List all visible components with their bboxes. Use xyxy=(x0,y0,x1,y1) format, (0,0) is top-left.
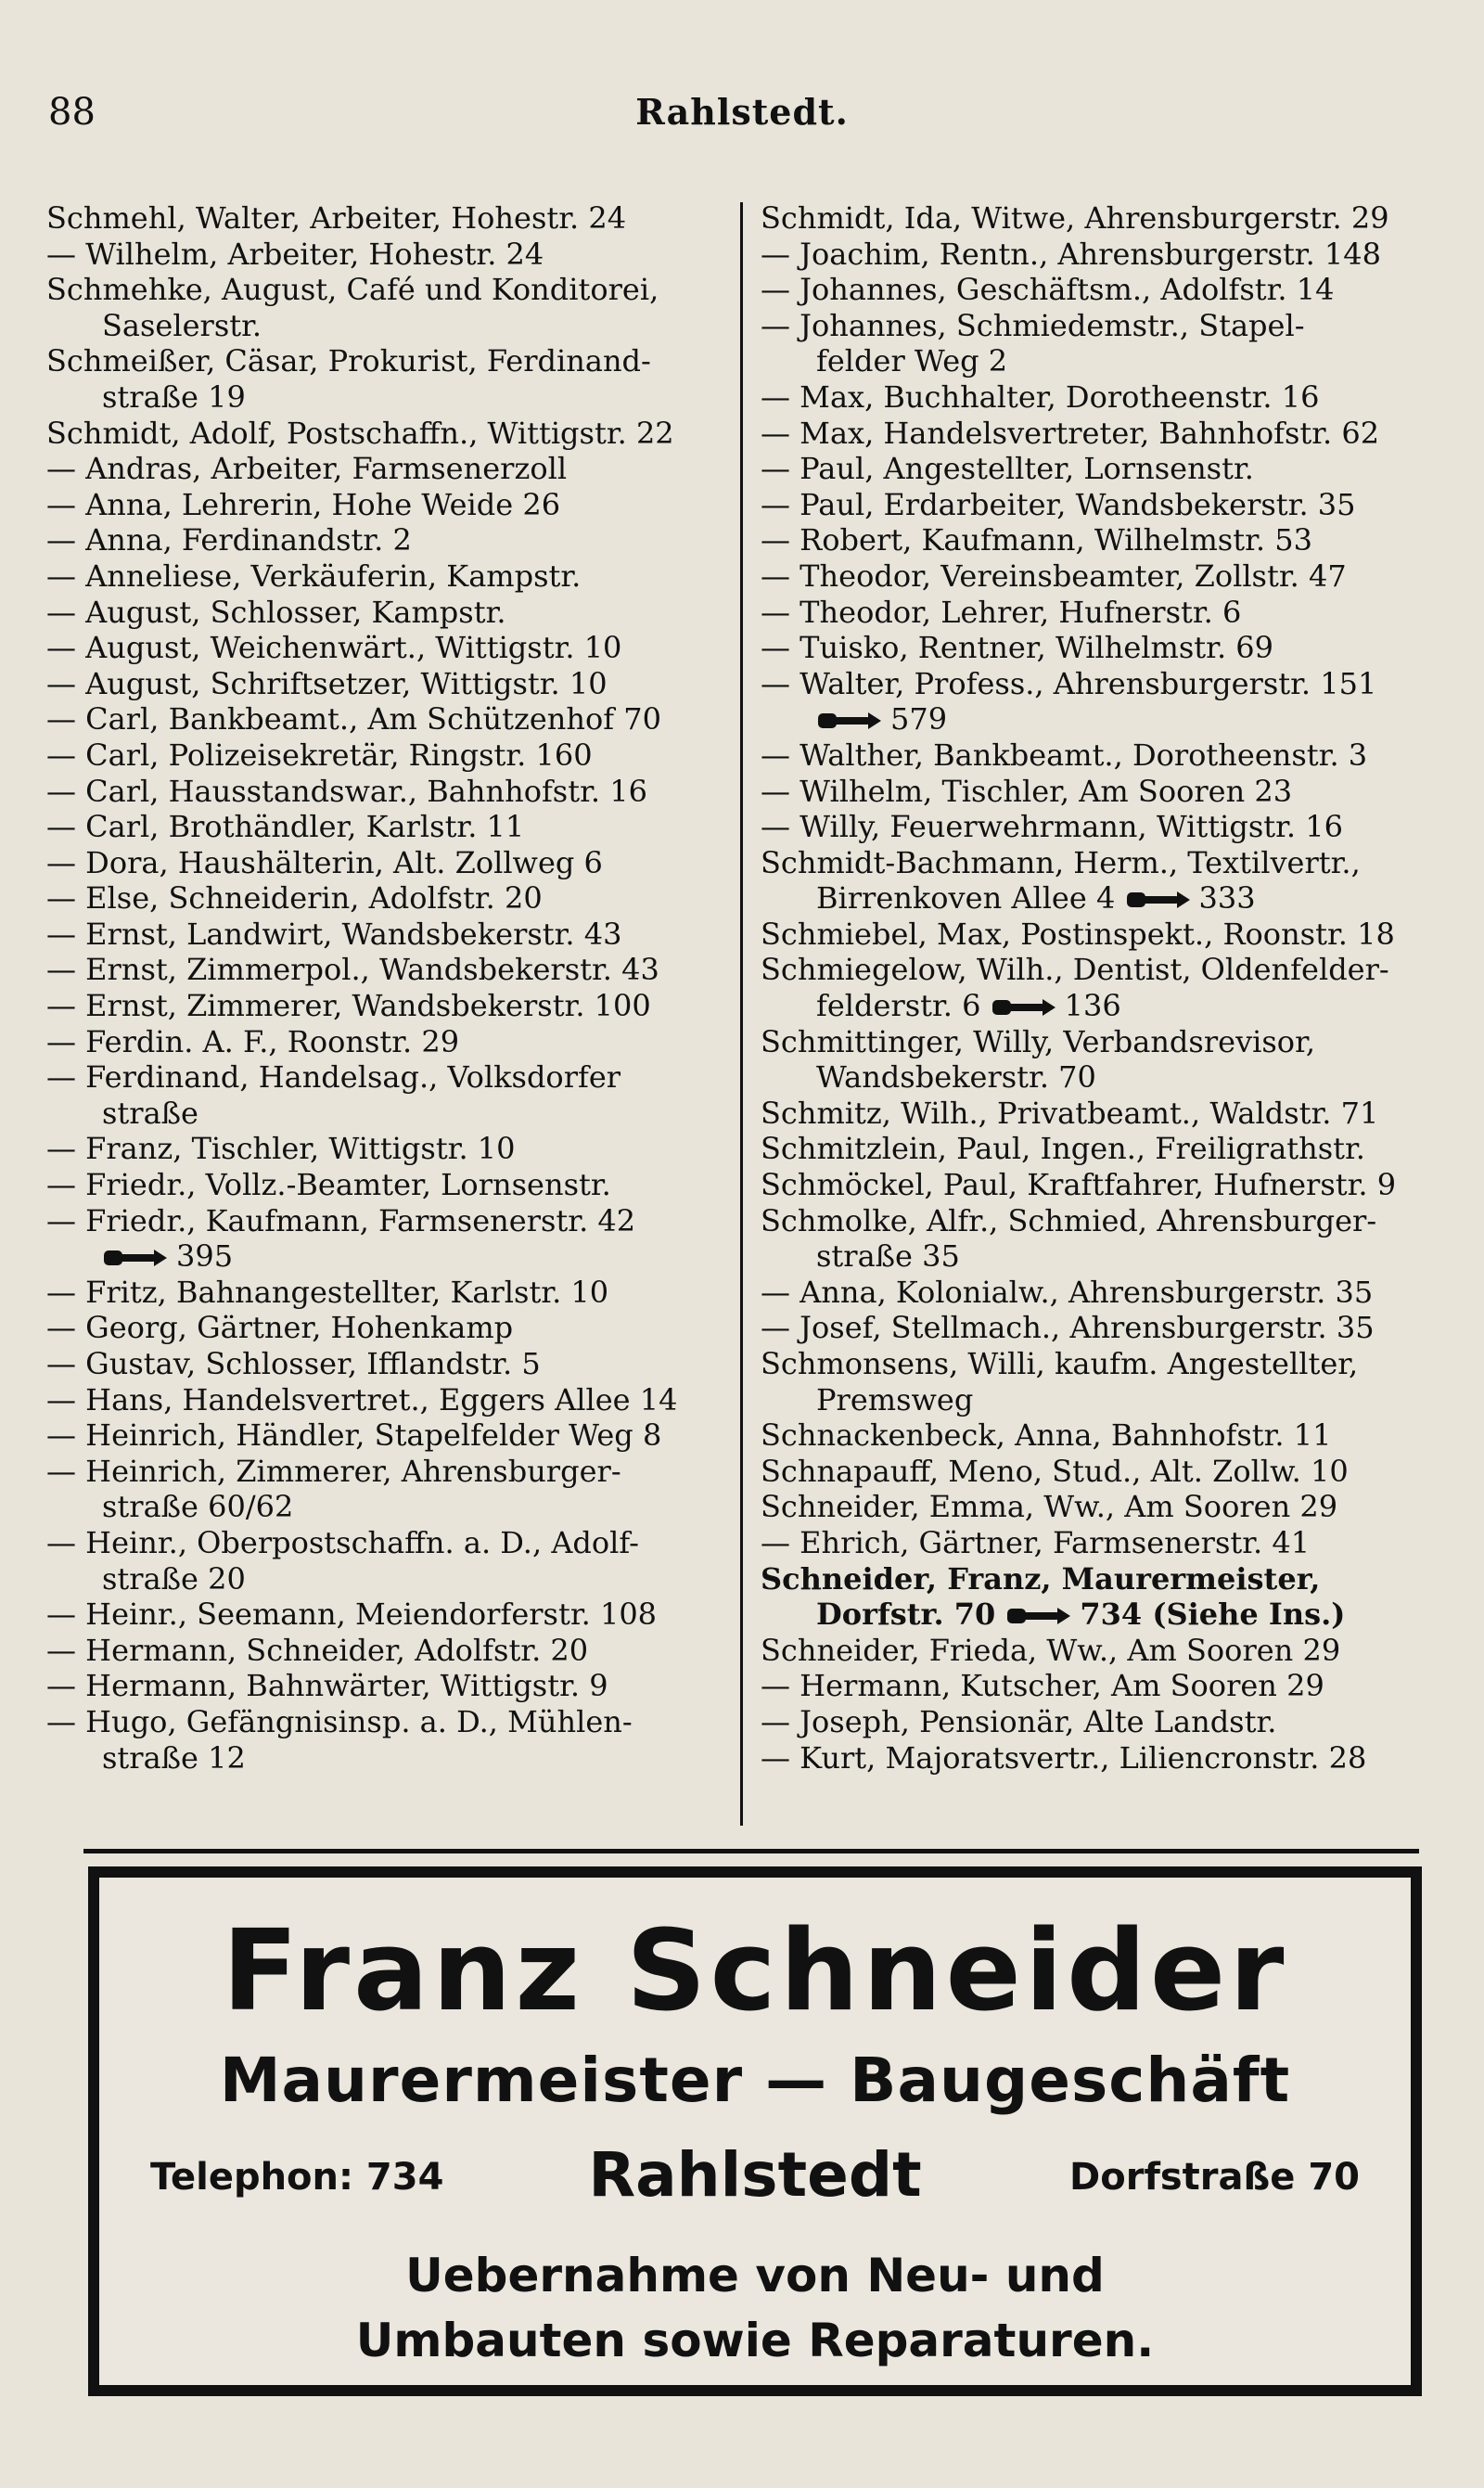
entry-text: — Wilhelm, Arbeiter, Hohestr. 24 xyxy=(46,236,544,272)
entry-text: felderstr. 6 xyxy=(816,988,981,1024)
directory-entry xyxy=(761,988,1419,1024)
phone-number: 333 xyxy=(1198,880,1256,917)
directory-entry xyxy=(46,1059,728,1096)
entry-text: — Robert, Kaufmann, Wilhelmstr. 53 xyxy=(761,522,1312,558)
directory-entry xyxy=(46,737,728,774)
directory-entry xyxy=(761,1525,1419,1561)
entry-text: Schmitz, Wilh., Privatbeamt., Waldstr. 71 xyxy=(761,1095,1379,1131)
pointing-hand-icon xyxy=(1125,889,1192,911)
directory-entry xyxy=(46,1454,728,1490)
directory-entry xyxy=(761,1740,1419,1776)
directory-entry xyxy=(761,1417,1419,1454)
entry-text: Birrenkoven Allee 4 xyxy=(816,880,1116,917)
entry-text: — Fritz, Bahnangestellter, Karlstr. 10 xyxy=(46,1274,609,1310)
directory-entry xyxy=(761,1059,1419,1096)
pointing-hand-icon xyxy=(991,996,1057,1019)
entry-text: Wandsbekerstr. 70 xyxy=(816,1059,1096,1096)
entry-text: — Anna, Lehrerin, Hohe Weide 26 xyxy=(46,486,561,522)
entry-text: — Carl, Bankbeamt., Am Schützenhof 70 xyxy=(46,701,661,737)
directory-entry xyxy=(761,917,1419,953)
pointing-hand-icon xyxy=(102,1247,169,1269)
entry-text: — Willy, Feuerwehrmann, Wittigstr. 16 xyxy=(761,809,1343,845)
directory-entry xyxy=(761,1203,1419,1239)
directory-entry xyxy=(46,451,728,487)
entry-text: Schmolke, Alfr., Schmied, Ahrensburger- xyxy=(761,1202,1377,1238)
entry-text: — Josef, Stellmach., Ahrensburgerstr. 35 xyxy=(761,1310,1375,1346)
directory-entry xyxy=(761,809,1419,845)
entry-text: straße 35 xyxy=(816,1238,960,1275)
directory-entry xyxy=(761,701,1419,737)
directory-entry xyxy=(46,1668,728,1704)
directory-entry xyxy=(46,666,728,702)
directory-entry xyxy=(46,272,728,308)
entry-text: — Hugo, Gefängnisinsp. a. D., Mühlen- xyxy=(46,1703,633,1739)
directory-entry xyxy=(761,522,1419,558)
directory-entry xyxy=(46,595,728,631)
directory-entry xyxy=(761,595,1419,631)
entry-text: — Tuisko, Rentner, Wilhelmstr. 69 xyxy=(761,630,1273,666)
entry-text: — Kurt, Majoratsvertr., Liliencronstr. 28 xyxy=(761,1739,1367,1776)
entry-text: Premsweg xyxy=(816,1381,974,1417)
ad-company-name: Franz Schneider xyxy=(222,1907,1288,2036)
right-column xyxy=(761,200,1419,1776)
entry-text: — Hermann, Kutscher, Am Sooren 29 xyxy=(761,1668,1324,1704)
entry-text: felder Weg 2 xyxy=(816,343,1008,379)
entry-text: Schmiegelow, Wilh., Dentist, Oldenfelder- xyxy=(761,952,1389,988)
entry-text: straße 20 xyxy=(102,1560,246,1597)
directory-entry xyxy=(761,1633,1419,1669)
directory-entry xyxy=(761,558,1419,595)
directory-entry xyxy=(46,1525,728,1561)
directory-entry xyxy=(761,1131,1419,1167)
entry-text: Schmiebel, Max, Postinspekt., Roonstr. 18 xyxy=(761,916,1395,952)
directory-entry xyxy=(46,343,728,379)
entry-text: — Heinrich, Zimmerer, Ahrensburger- xyxy=(46,1453,621,1489)
entry-text: — Heinr., Seemann, Meiendorferstr. 108 xyxy=(46,1597,658,1633)
directory-entry xyxy=(761,416,1419,452)
directory-entry xyxy=(761,1238,1419,1275)
directory-entry xyxy=(761,666,1419,702)
directory-entry xyxy=(761,1489,1419,1525)
directory-entry xyxy=(761,630,1419,666)
phone-number: 734 (Siehe Ins.) xyxy=(1080,1597,1346,1633)
entry-text: — Johannes, Schmiedemstr., Stapel- xyxy=(761,307,1305,343)
entry-text: Schmidt, Adolf, Postschaffn., Wittigstr. 22 xyxy=(46,415,674,451)
directory-entry xyxy=(761,1346,1419,1382)
directory-entry xyxy=(761,1275,1419,1311)
entry-text: — Ernst, Zimmerpol., Wandsbekerstr. 43 xyxy=(46,952,659,988)
entry-text: — Ernst, Zimmerer, Wandsbekerstr. 100 xyxy=(46,988,651,1024)
directory-entry xyxy=(46,809,728,845)
phone-number: 136 xyxy=(1064,988,1121,1024)
ad-telephone: Telephon: 734 xyxy=(150,2156,444,2199)
entry-text: Schnackenbeck, Anna, Bahnhofstr. 11 xyxy=(761,1417,1332,1454)
directory-entry xyxy=(46,988,728,1024)
directory-entry xyxy=(46,952,728,988)
entry-text: — Andras, Arbeiter, Farmsenerzoll xyxy=(46,451,568,487)
left-column xyxy=(46,200,728,1776)
directory-entry xyxy=(46,1704,728,1740)
entry-text: — Johannes, Geschäftsm., Adolfstr. 14 xyxy=(761,272,1335,308)
directory-entry xyxy=(761,451,1419,487)
entry-text: straße xyxy=(102,1095,198,1131)
entry-text: — August, Schlosser, Kampstr. xyxy=(46,594,506,630)
directory-entry xyxy=(46,1167,728,1203)
directory-entry xyxy=(46,1131,728,1167)
entry-text: Schmeißer, Cäsar, Prokurist, Ferdinand- xyxy=(46,343,651,379)
directory-entry xyxy=(761,272,1419,308)
entry-text: — Joachim, Rentn., Ahrensburgerstr. 148 xyxy=(761,236,1381,272)
advertisement-box xyxy=(88,1866,1422,2396)
directory-entry xyxy=(46,558,728,595)
directory-entry xyxy=(761,1704,1419,1740)
entry-text: Schneider, Frieda, Ww., Am Sooren 29 xyxy=(761,1632,1341,1668)
directory-entry xyxy=(46,630,728,666)
entry-text: Schmittinger, Willy, Verbandsrevisor, xyxy=(761,1023,1316,1059)
directory-entry xyxy=(46,1310,728,1346)
directory-entry xyxy=(761,1096,1419,1132)
directory-entry xyxy=(761,343,1419,379)
directory-entry xyxy=(761,1024,1419,1060)
entry-text: Schnapauff, Meno, Stud., Alt. Zollw. 10 xyxy=(761,1453,1349,1489)
directory-entry xyxy=(46,774,728,810)
entry-text: — Hermann, Bahnwärter, Wittigstr. 9 xyxy=(46,1668,608,1704)
entry-text: straße 19 xyxy=(102,378,246,415)
directory-entry xyxy=(761,1167,1419,1203)
entry-text: Dorfstr. 70 xyxy=(816,1597,996,1633)
entry-text: — Carl, Polizeisekretär, Ringstr. 160 xyxy=(46,737,593,773)
directory-entry xyxy=(46,1203,728,1239)
directory-entry xyxy=(46,1597,728,1633)
entry-text: Schmöckel, Paul, Kraftfahrer, Hufnerstr. 9 xyxy=(761,1167,1397,1203)
directory-entry xyxy=(761,1454,1419,1490)
entry-text: — Hermann, Schneider, Adolfstr. 20 xyxy=(46,1632,589,1668)
pointing-hand-icon xyxy=(816,710,883,732)
entry-text: — Paul, Erdarbeiter, Wandsbekerstr. 35 xyxy=(761,486,1356,522)
directory-entry xyxy=(46,379,728,416)
entry-text: — Max, Buchhalter, Dorotheenstr. 16 xyxy=(761,378,1320,415)
entry-text: — Heinrich, Händler, Stapelfelder Weg 8 xyxy=(46,1417,662,1454)
directory-entry xyxy=(46,487,728,523)
entry-text: — Gustav, Schlosser, Ifflandstr. 5 xyxy=(46,1346,541,1381)
directory-entry xyxy=(761,1382,1419,1418)
ad-trade-line: Maurermeister — Baugeschäft xyxy=(219,2045,1291,2116)
entry-text: — Walter, Profess., Ahrensburgerstr. 151 xyxy=(761,665,1377,701)
directory-entry xyxy=(46,1024,728,1060)
directory-entry xyxy=(46,1561,728,1597)
entry-text: straße 12 xyxy=(102,1739,246,1776)
directory-entry xyxy=(46,1633,728,1669)
entry-text: Schneider, Franz, Maurermeister, xyxy=(761,1560,1321,1597)
entry-text: — Friedr., Kaufmann, Farmsenerstr. 42 xyxy=(46,1202,636,1238)
entry-text: — Wilhelm, Tischler, Am Sooren 23 xyxy=(761,773,1293,809)
directory-entry xyxy=(761,308,1419,344)
directory-entry xyxy=(761,1668,1419,1704)
entry-text: — Joseph, Pensionär, Alte Landstr. xyxy=(761,1703,1277,1739)
entry-text: — Walther, Bankbeamt., Dorotheenstr. 3 xyxy=(761,737,1368,773)
entry-text: straße 60/62 xyxy=(102,1489,294,1525)
entry-text: — Heinr., Oberpostschaffn. a. D., Adolf- xyxy=(46,1524,639,1560)
directory-entry xyxy=(46,880,728,917)
directory-entry xyxy=(761,379,1419,416)
entry-text: — Anna, Ferdinandstr. 2 xyxy=(46,522,412,558)
entry-text: — Paul, Angestellter, Lornsenstr. xyxy=(761,451,1254,487)
entry-text: Saselerstr. xyxy=(102,307,262,343)
entry-text: — Ferdinand, Handelsag., Volksdorfer xyxy=(46,1059,621,1096)
section-rule xyxy=(83,1849,1419,1853)
directory-entry xyxy=(46,1096,728,1132)
entry-text: 579 xyxy=(890,701,948,737)
directory-entry xyxy=(46,1489,728,1525)
ad-street: Dorfstraße 70 xyxy=(1069,2156,1360,2199)
entry-text: — Carl, Brothändler, Karlstr. 11 xyxy=(46,809,525,845)
directory-entry xyxy=(761,1597,1419,1633)
entry-text: — Hans, Handelsvertret., Eggers Allee 14 xyxy=(46,1381,678,1417)
entry-text: — August, Weichenwärt., Wittigstr. 10 xyxy=(46,630,622,666)
entry-text: — Else, Schneiderin, Adolfstr. 20 xyxy=(46,880,543,917)
entry-text: — Georg, Gärtner, Hohenkamp xyxy=(46,1310,514,1346)
directory-entry xyxy=(761,880,1419,917)
running-title: Rahlstedt. xyxy=(635,91,849,133)
directory-entry xyxy=(46,1275,728,1311)
ad-services-line-2: Umbauten sowie Reparaturen. xyxy=(355,2314,1155,2367)
entry-text: — Ernst, Landwirt, Wandsbekerstr. 43 xyxy=(46,916,622,952)
page-number: 88 xyxy=(48,91,96,134)
directory-entry xyxy=(761,1310,1419,1346)
directory-entry xyxy=(46,522,728,558)
entry-text: Schmidt-Bachmann, Herm., Textilvertr., xyxy=(761,844,1361,880)
directory-entry xyxy=(761,952,1419,988)
directory-entry xyxy=(761,1561,1419,1597)
directory-entry xyxy=(761,737,1419,774)
entry-text: — Friedr., Vollz.-Beamter, Lornsenstr. xyxy=(46,1167,611,1203)
directory-entry xyxy=(46,917,728,953)
entry-text: — Franz, Tischler, Wittigstr. 10 xyxy=(46,1131,516,1167)
directory-entry xyxy=(46,1382,728,1418)
directory-entry xyxy=(761,487,1419,523)
entry-text: — Max, Handelsvertreter, Bahnhofstr. 62 xyxy=(761,415,1380,451)
entry-text: — Theodor, Vereinsbeamter, Zollstr. 47 xyxy=(761,558,1347,594)
entry-text: — Anna, Kolonialw., Ahrensburgerstr. 35 xyxy=(761,1274,1374,1310)
directory-entry xyxy=(46,308,728,344)
directory-entry xyxy=(761,774,1419,810)
directory-entry xyxy=(761,200,1419,237)
column-divider xyxy=(740,202,743,1826)
entry-text: — August, Schriftsetzer, Wittigstr. 10 xyxy=(46,665,608,701)
entry-text: — Theodor, Lehrer, Hufnerstr. 6 xyxy=(761,594,1242,630)
directory-entry xyxy=(761,237,1419,273)
entry-text: 395 xyxy=(176,1238,234,1275)
pointing-hand-icon xyxy=(1005,1605,1072,1627)
entry-text: Schneider, Emma, Ww., Am Sooren 29 xyxy=(761,1489,1338,1525)
ad-services-line-1: Uebernahme von Neu- und xyxy=(405,2249,1105,2302)
entry-text: — Dora, Haushälterin, Alt. Zollweg 6 xyxy=(46,844,603,880)
directory-entry xyxy=(46,1238,728,1275)
entry-text: Schmonsens, Willi, kaufm. Angestellter, xyxy=(761,1346,1359,1381)
directory-entry xyxy=(761,845,1419,881)
directory-entry xyxy=(46,1740,728,1776)
directory-entry xyxy=(46,845,728,881)
directory-entry xyxy=(46,200,728,237)
entry-text: — Carl, Hausstandswar., Bahnhofstr. 16 xyxy=(46,773,647,809)
directory-entry xyxy=(46,1346,728,1382)
entry-text: — Anneliese, Verkäuferin, Kampstr. xyxy=(46,558,582,594)
directory-entry xyxy=(46,701,728,737)
entry-text: — Ehrich, Gärtner, Farmsenerstr. 41 xyxy=(761,1524,1311,1560)
directory-entry xyxy=(46,237,728,273)
entry-text: Schmehl, Walter, Arbeiter, Hohestr. 24 xyxy=(46,200,627,236)
entry-text: Schmidt, Ida, Witwe, Ahrensburgerstr. 29 xyxy=(761,200,1389,236)
directory-entry xyxy=(46,1417,728,1454)
entry-text: Schmitzlein, Paul, Ingen., Freiligrathstr. xyxy=(761,1131,1365,1167)
entry-text: Schmehke, August, Café und Konditorei, xyxy=(46,272,659,308)
ad-town: Rahlstedt xyxy=(588,2139,922,2211)
directory-entry xyxy=(46,416,728,452)
entry-text: — Ferdin. A. F., Roonstr. 29 xyxy=(46,1023,460,1059)
